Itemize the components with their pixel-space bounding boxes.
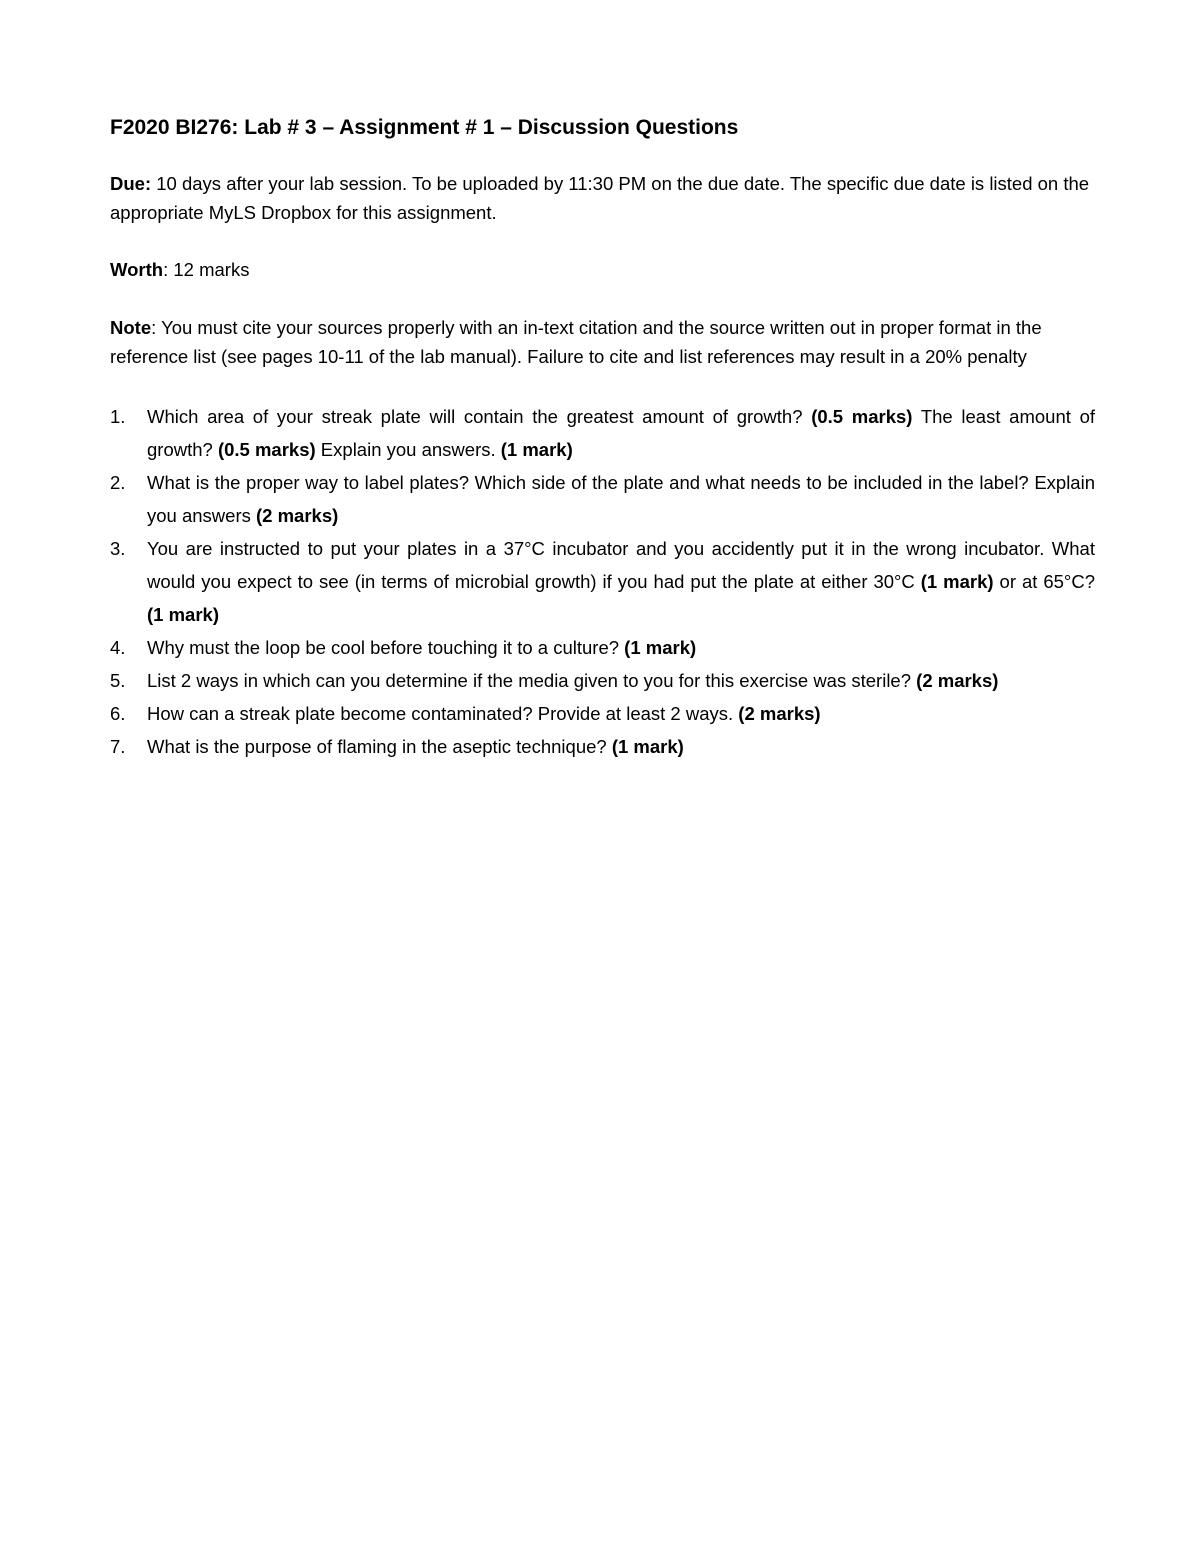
question-item: [110, 400, 1095, 466]
question-item: [110, 532, 1095, 631]
question-text: Which area of your streak plate will contain the greatest amount of growth?: [147, 406, 812, 427]
question-text: You are instructed to put your plates in a 37°C incubator and you accidently put it in the wrong incubator. What would you expect to see (in terms of microbial growth) if you had put the plate at either 30°C: [147, 538, 1095, 592]
note-text: : You must cite your sources properly with an in-text citation and the source written out in proper format in the reference list (see pages 10-11 of the lab manual). Failure to cite and list references may result in a 20% penalty: [110, 317, 1042, 367]
question-number: 5.: [110, 670, 126, 691]
question-number: 3.: [110, 538, 126, 559]
question-text: or at 65°C?: [993, 571, 1095, 592]
question-list: [110, 400, 1095, 763]
due-paragraph: [110, 169, 1095, 227]
question-marks: (2 marks): [916, 670, 999, 691]
question-number: 2.: [110, 472, 126, 493]
question-item: [110, 466, 1095, 532]
question-number: 4.: [110, 637, 126, 658]
worth-label: Worth: [110, 259, 164, 280]
note-paragraph: [110, 313, 1095, 371]
question-number: 1.: [110, 406, 126, 427]
question-marks: (1 mark): [500, 439, 573, 460]
question-item: [110, 664, 1095, 697]
document-page: [110, 112, 1095, 763]
question-text: Why must the loop be cool before touching it to a culture?: [147, 637, 625, 658]
question-text: Explain you answers.: [315, 439, 501, 460]
question-marks: (0.5 marks): [811, 406, 913, 427]
question-marks: (2 marks): [256, 505, 339, 526]
question-text: How can a streak plate become contaminated? Provide at least 2 ways.: [147, 703, 739, 724]
worth-paragraph: [110, 255, 1095, 284]
question-item: [110, 730, 1095, 763]
question-marks: (1 mark): [624, 637, 697, 658]
question-marks: (1 mark): [147, 604, 219, 625]
question-number: 7.: [110, 736, 126, 757]
question-item: [110, 697, 1095, 730]
note-label: Note: [110, 317, 152, 338]
question-text: What is the purpose of flaming in the aseptic technique?: [147, 736, 612, 757]
question-text: The least amount of growth?: [147, 406, 1095, 460]
due-label: Due:: [110, 173, 152, 194]
worth-text: : 12 marks: [163, 259, 250, 280]
due-text: 10 days after your lab session. To be uploaded by 11:30 PM on the due date. The specific due date is listed on the appropriate MyLS Dropbox for this assignment.: [110, 173, 1090, 223]
question-number: 6.: [110, 703, 126, 724]
question-marks: (1 mark): [611, 736, 684, 757]
document-title: F2020 BI276: Lab # 3 – Assignment # 1 – Discussion Questions: [110, 116, 739, 139]
question-marks: (1 mark): [920, 571, 994, 592]
question-marks: (2 marks): [738, 703, 821, 724]
question-marks: (0.5 marks): [217, 439, 316, 460]
question-text: List 2 ways in which can you determine if the media given to you for this exercise was sterile?: [147, 670, 917, 691]
question-text: What is the proper way to label plates? Which side of the plate and what needs to be included in the label? Explain you answers: [147, 472, 1095, 526]
question-item: [110, 631, 1095, 664]
